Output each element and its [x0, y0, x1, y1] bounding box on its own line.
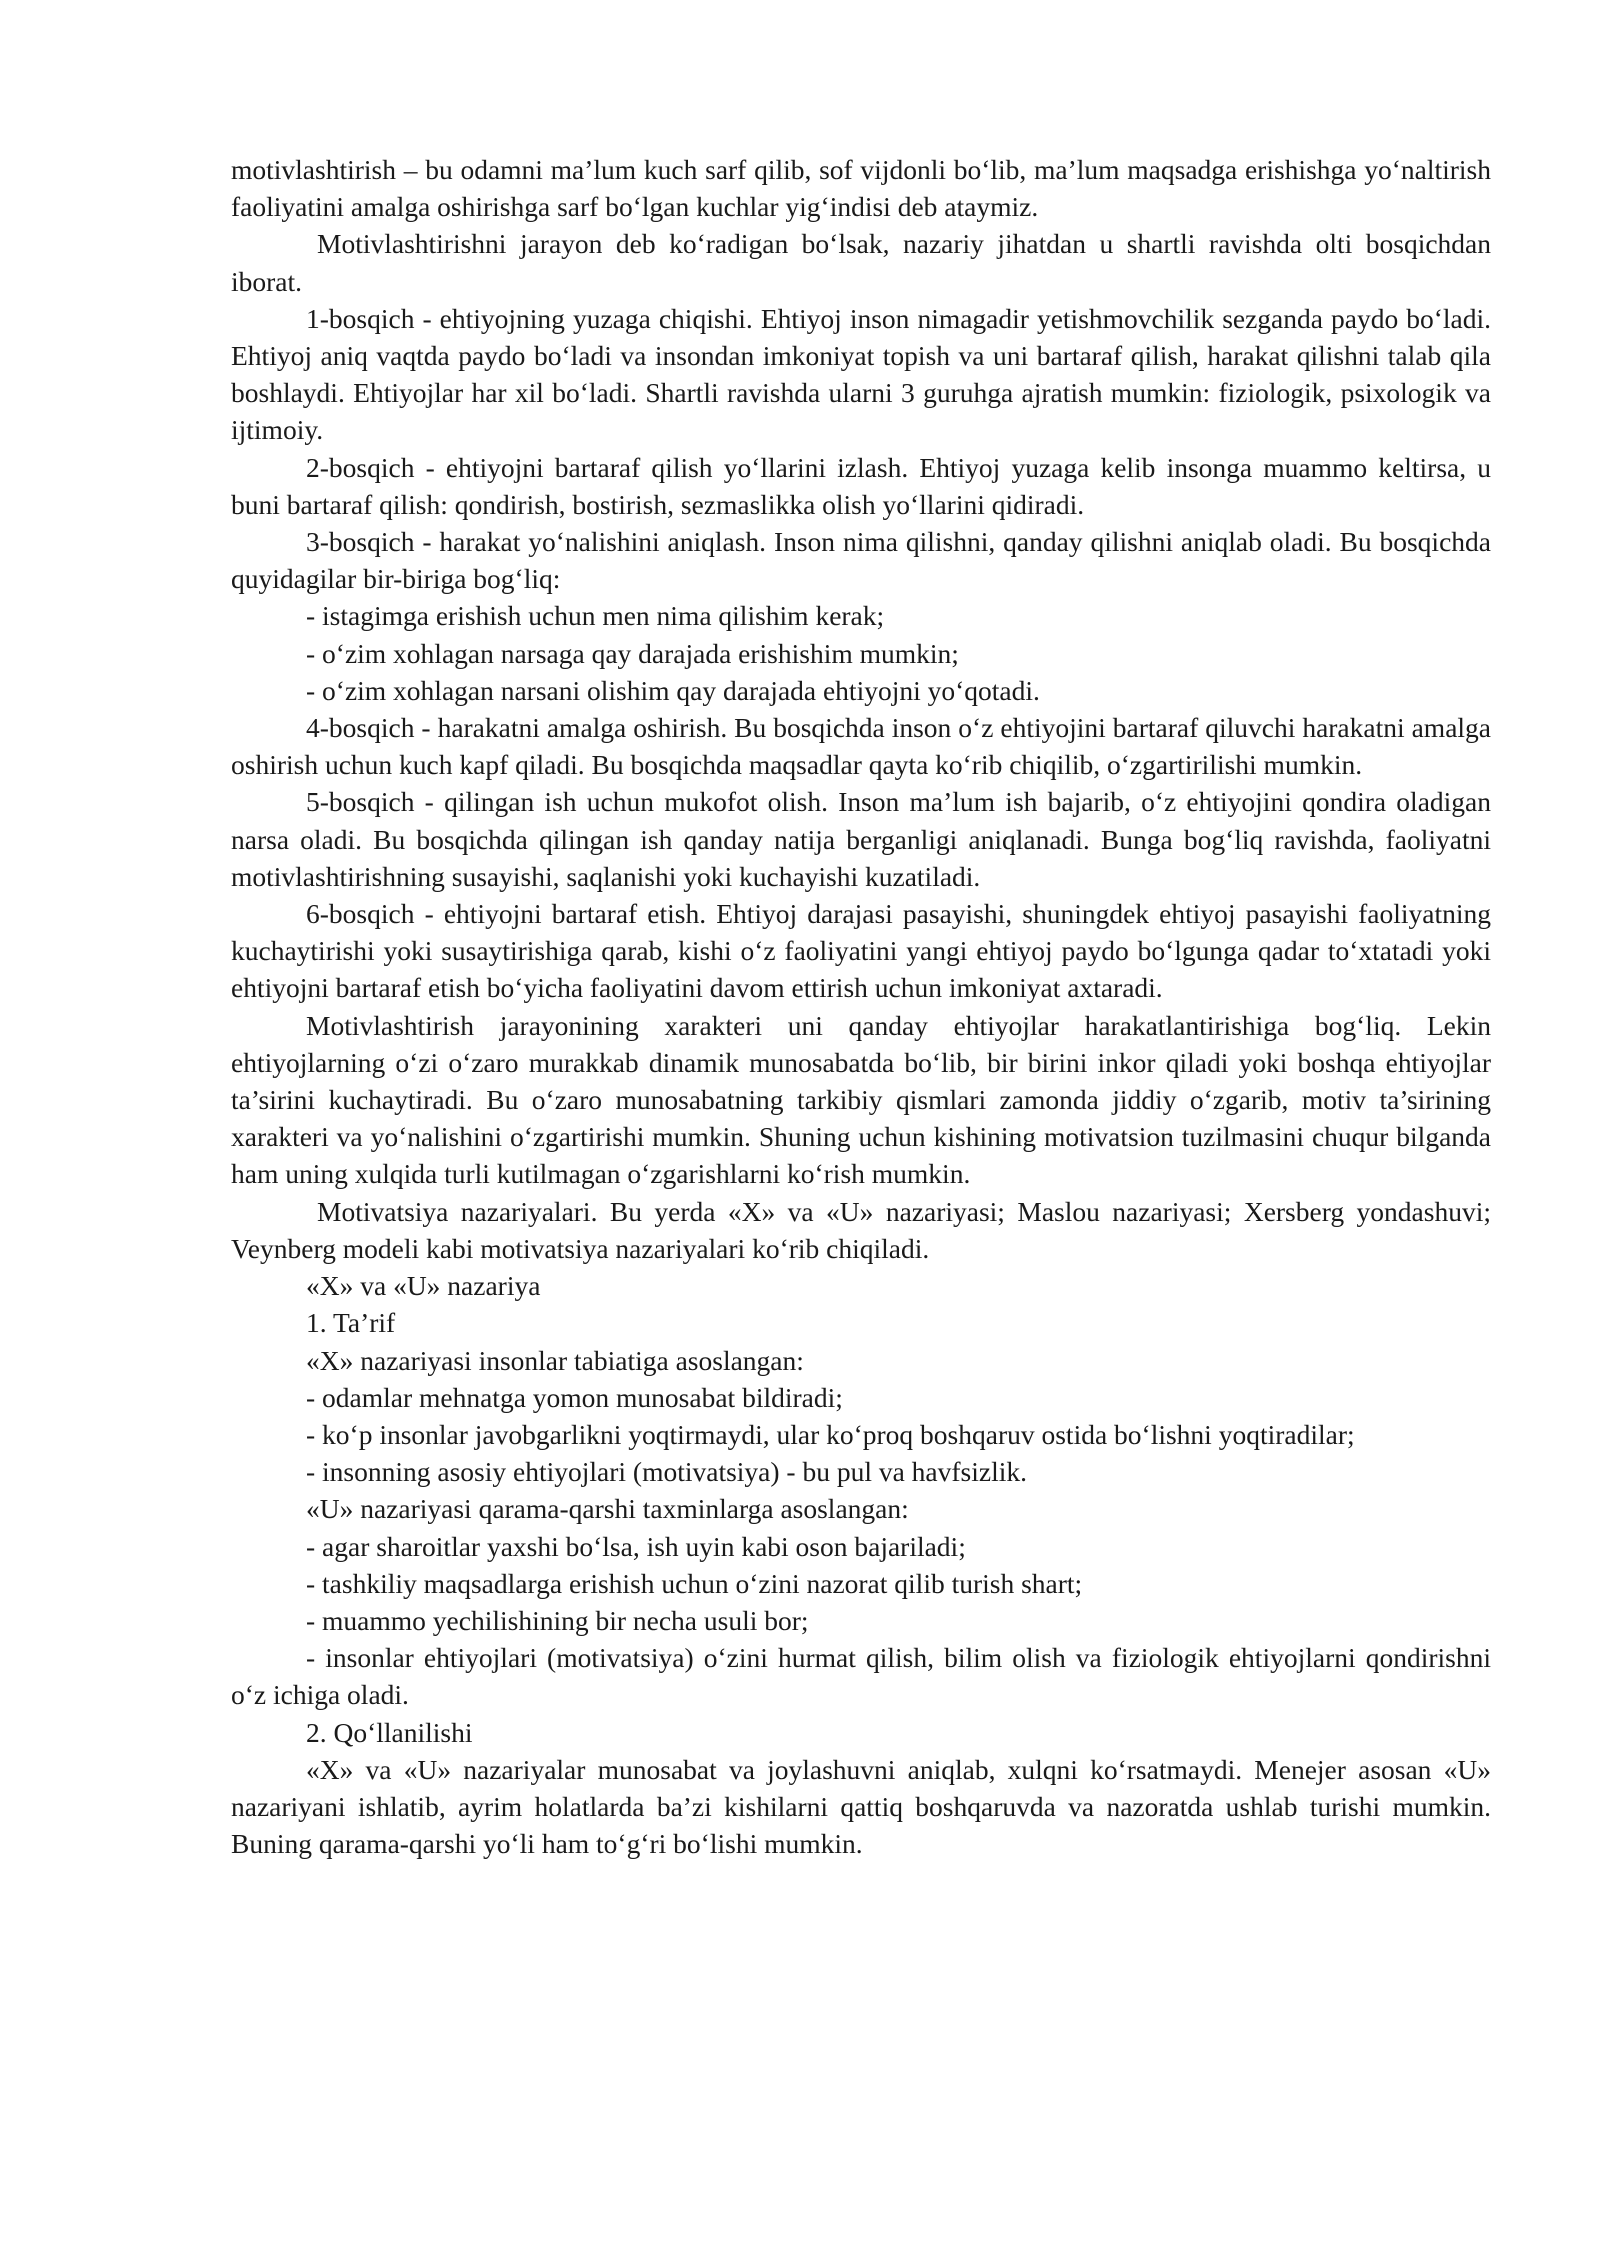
subsection-heading: 2. Qo‘llanilishi: [306, 1716, 473, 1748]
section-heading: «X» va «U» nazariya: [306, 1270, 541, 1302]
paragraph-stage-3: 3-bosqich - harakat yo‘nalishini aniqlash. Inson nima qilishni, qanday qilishni aniqlab oladi. Bu bosqichda quyidagilar bir-biriga bog‘liq:: [231, 526, 1491, 595]
paragraph-stage-5: 5-bosqich - qilingan ish uchun mukofot olish. Inson ma’lum ish bajarib, o‘z ehtiyojini qondira oladigan narsa oladi. Bu bosqichda qilingan ish qanday natija berganligi aniqlanadi. Bunga bog‘liq ravishda, faoliyatni motivlashtirishning susayishi, saqlanishi yoki kuchayishi kuzatiladi.: [231, 786, 1491, 892]
paragraph: Motivlashtirishni jarayon deb ko‘radigan bo‘lsak, nazariy jihatdan u shartli ravishda olti bosqichdan iborat.: [231, 228, 1491, 297]
list-item: - o‘zim xohlagan narsani olishim qay darajada ehtiyojni yo‘qotadi.: [306, 674, 1040, 706]
list-item: - o‘zim xohlagan narsaga qay darajada erishishim mumkin;: [306, 637, 959, 669]
paragraph-stage-4: 4-bosqich - harakatni amalga oshirish. Bu bosqichda inson o‘z ehtiyojini bartaraf qiluvchi harakatni amalga oshirish uchun kuch kapf qiladi. Bu bosqichda maqsadlar qayta ko‘rib chiqilib, o‘zgartirilishi mumkin.: [231, 712, 1491, 781]
list-item: - ko‘p insonlar javobgarlikni yoqtirmaydi, ular ko‘proq boshqaruv ostida bo‘lishni yoqtiradilar;: [306, 1418, 1355, 1450]
paragraph: Motivatsiya nazariyalari. Bu yerda «X» va «U» nazariyasi; Maslou nazariyasi; Xersberg yondashuvi; Veynberg modeli kabi motivatsiya nazariyalari ko‘rib chiqiladi.: [231, 1195, 1491, 1264]
paragraph-stage-2: 2-bosqich - ehtiyojni bartaraf qilish yo‘llarini izlash. Ehtiyoj yuzaga kelib insonga muammo keltirsa, u buni bartaraf qilish: qondirish, bostirish, sezmaslikka olish yo‘llarini qidiradi.: [231, 451, 1491, 520]
paragraph: «X» nazariyasi insonlar tabiatiga asoslangan:: [306, 1344, 804, 1376]
paragraph-stage-1: 1-bosqich - ehtiyojning yuzaga chiqishi. Ehtiyoj inson nimagadir yetishmovchilik sezganda paydo bo‘ladi. Ehtiyoj aniq vaqtda paydo bo‘ladi va insondan imkoniyat topish va uni bartaraf qilish, harakat qilishni talab qila boshlaydi. Ehtiyojlar har xil bo‘ladi. Shartli ravishda ularni 3 guruhga ajratish mumkin: fiziologik, psixologik va ijtimoiy.: [231, 302, 1491, 446]
list-item: - odamlar mehnatga yomon munosabat bildiradi;: [306, 1381, 843, 1413]
list-item: - tashkiliy maqsadlarga erishish uchun o‘zini nazorat qilib turish shart;: [306, 1567, 1083, 1599]
paragraph: «X» va «U» nazariyalar munosabat va joylashuvni aniqlab, xulqni ko‘rsatmaydi. Menejer asosan «U» nazariyani ishlatib, ayrim holatlarda ba’zi kishilarni qattiq boshqaruvda va nazoratda ushlab turishi mumkin. Buning qarama-qarshi yo‘li ham to‘g‘ri bo‘lishi mumkin.: [231, 1753, 1491, 1860]
list-item: - insonlar ehtiyojlari (motivatsiya) o‘zini hurmat qilish, bilim olish va fiziologik ehtiyojlarni qondirishni o‘z ichiga oladi.: [231, 1642, 1491, 1711]
paragraph-stage-6: 6-bosqich - ehtiyojni bartaraf etish. Ehtiyoj darajasi pasayishi, shuningdek ehtiyoj pasayishi faoliyatning kuchaytirishi yoki susaytirishiga qarab, kishi o‘z faoliyatini yangi ehtiyoj paydo bo‘lgunga qadar to‘xtatadi yoki ehtiyojni bartaraf etish bo‘yicha faoliyatini davom ettirish uchun imkoniyat axtaradi.: [231, 898, 1491, 1004]
paragraph: «U» nazariyasi qarama-qarshi taxminlarga asoslangan:: [306, 1493, 909, 1525]
list-item: - insonning asosiy ehtiyojlari (motivatsiya) - bu pul va havfsizlik.: [306, 1456, 1027, 1488]
subsection-heading: 1. Ta’rif: [306, 1307, 396, 1339]
list-item: - agar sharoitlar yaxshi bo‘lsa, ish uyin kabi oson bajariladi;: [306, 1530, 966, 1562]
document-page: [231, 151, 1491, 1862]
paragraph: motivlashtirish – bu odamni ma’lum kuch sarf qilib, sof vijdonli bo‘lib, ma’lum maqsadga erishishga yo‘naltirish faoliyatini amalga oshirishga sarf bo‘lgan kuchlar yig‘indisi deb ataymiz.: [231, 154, 1491, 223]
list-item: - istagimga erishish uchun men nima qilishim kerak;: [306, 600, 885, 632]
paragraph: Motivlashtirish jarayonining xarakteri uni qanday ehtiyojlar harakatlantirishiga bog‘liq. Lekin ehtiyojlarning o‘zi o‘zaro murakkab dinamik munosabatda bo‘lib, bir birini inkor qiladi yoki boshqa ehtiyojlar ta’sirini kuchaytiradi. Bu o‘zaro munosabatning tarkibiy qismlari zamonda jiddiy o‘zgarib, motiv ta’sirining xarakteri va yo‘nalishini o‘zgartirishi mumkin. Shuning uchun kishining motivatsion tuzilmasini chuqur bilganda ham uning xulqida turli kutilmagan o‘zgarishlarni ko‘rish mumkin.: [231, 1009, 1491, 1190]
list-item: - muammo yechilishining bir necha usuli bor;: [306, 1604, 809, 1636]
